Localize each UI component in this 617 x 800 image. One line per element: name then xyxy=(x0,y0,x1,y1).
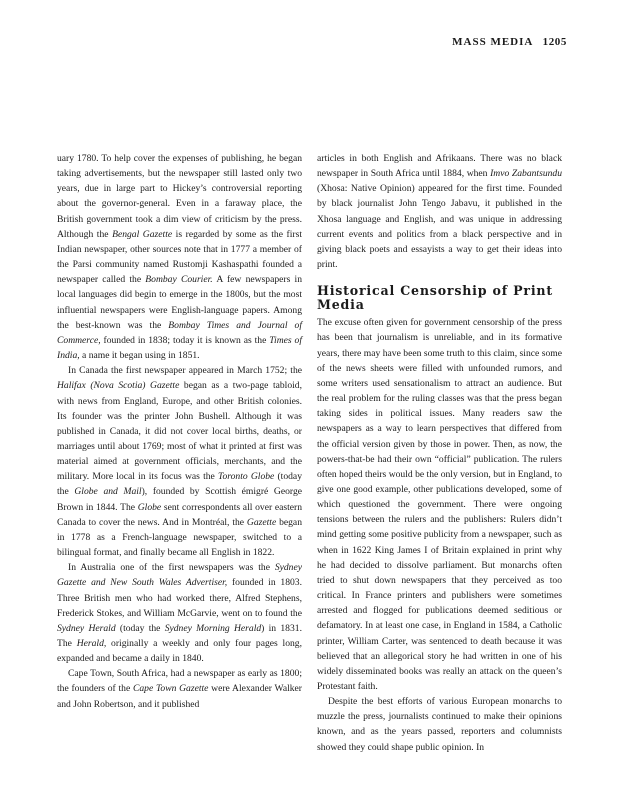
italic-title: Sydney Morning Herald xyxy=(164,622,262,634)
section-title: MASS MEDIA xyxy=(452,36,534,48)
paragraph xyxy=(57,666,302,711)
text-run: articles in both English and Afrikaans. There was no black newspaper in South Africa until 1884, when xyxy=(317,153,562,180)
italic-title: Cape Town Gazette xyxy=(132,683,209,695)
paragraph xyxy=(57,151,302,363)
right-column-bottom xyxy=(317,315,562,755)
italic-title: Imvo Zabantsundu xyxy=(490,168,563,180)
section-heading: Historical Censorship of Print Media xyxy=(317,283,554,313)
italic-title: Bengal Gazette xyxy=(112,228,173,240)
text-run: In Canada the first newspaper appeared in March 1752; the xyxy=(68,365,302,377)
text-run: The excuse often given for government censorship of the press has been that journalism is unreliable, and in its formative years, there may have been some truth to this claim, since some of the news sheets were filled with unfounded rumors, and some writers used sensationalism to attract an audience. But the real problem for the ruling classes was that the press began taking sides in political issues. Many readers saw the newspapers as a way to learn perspectives that differed from the official version given by those in power. Then, as now, the powers-that-be had their own “official” publication. The rulers often hoped theirs would be the only version, but in England, to give one good example, other publications developed, some of which questioned the government. There were ongoing tensions between the rulers and the publishers: Rulers didn’t mind getting some positive publicity from a newspaper, such as when in 1622 King James I of Britain explained in print why he had decided to dissolve parliament. But monarchs often tried to shut down newspapers that they perceived as too critical. In France printers and publishers were sometimes arrested and flogged for publications deemed seditious or defamatory. In at least one case, in England in 1584, a Catholic printer, William Carter, was sentenced to death because it was believed that an allegorical story he had written in one of his widely disseminated books was really an attack on the queen’s Protestant faith. xyxy=(317,317,562,692)
text-run: were Alexander Walker and John Robertson, and it published xyxy=(57,683,302,710)
text-run: A few newspapers in local languages did begin to emerge in the 1800s, but the most influential newspapers were English-language papers. Among the best-known was the xyxy=(57,274,302,331)
left-column xyxy=(57,151,302,712)
paragraph xyxy=(57,560,302,666)
paragraph xyxy=(317,694,562,755)
right-column-top xyxy=(317,151,562,272)
text-run: began in 1778 as a French-language newspaper, switched to a bilingual format, and finally became all English in 1822. xyxy=(57,516,302,559)
text-run: ), founded by Scottish émigré George Brown in 1844. The xyxy=(57,486,302,513)
text-run: founded in 1803. Three British men who had worked there, Alfred Stephens, Frederick Stokes, and William McGarvie, went on to found the xyxy=(57,577,302,619)
text-run: (Xhosa: Native Opinion) appeared for the first time. Founded by black journalist John Tengo Jabavu, it published in the Xhosa language and English, and was unique in addressing current events and politics from a black perspective and in giving black poets and essayists a way to get their ideas into print. xyxy=(317,183,562,271)
italic-title: Globe and Mail xyxy=(74,486,142,498)
italic-title: Sydney Gazette and New South Wales Advertiser, xyxy=(57,562,302,589)
right-column xyxy=(317,151,562,755)
running-header xyxy=(452,36,567,48)
paragraph xyxy=(57,363,302,560)
italic-title: Bombay Courier. xyxy=(145,274,213,286)
text-run: began as a two-page tabloid, with news from England, Europe, and other British colonies. Its founder was the printer John Bushell. Although it was published in Canada, it did not cover local births, deaths, or marriages until about 1769; most of what it printed at first was material aimed at government officials, merchants, and the military. More local in its focus was the xyxy=(57,380,302,483)
italic-title: Herald, xyxy=(76,638,107,649)
text-run: is regarded by some as the first Indian newspaper, other sources note that in 1777 a member of the Parsi community named Rustomji Kashaspathi founded a newspaper called the xyxy=(57,228,302,286)
text-run: In Australia one of the first newspapers was the xyxy=(68,562,275,574)
italic-title: Globe xyxy=(137,501,162,513)
text-run: (today the xyxy=(57,471,302,498)
text-run: (today the xyxy=(115,622,165,634)
text-run: sent correspondents all over eastern Canada to cover the news. And in Montréal, the xyxy=(57,501,303,528)
italic-title: Times of India, xyxy=(57,334,302,362)
text-run: uary 1780. To help cover the expenses of publishing, he began taking advertisements, but the newspaper still lasted only two years, due in large part to Hickey’s controversial reporting about the governor-general. Even in a faraway place, the British government took a dim view of criticism by the press. Although the xyxy=(57,153,302,240)
text-run: ) in 1831. The xyxy=(57,622,302,649)
italic-title: Gazette xyxy=(246,516,277,528)
text-run: Cape Town, South Africa, had a newspaper as early as 1800; the founders of the xyxy=(57,668,302,695)
paragraph xyxy=(317,315,562,694)
italic-title: Bombay Times and Journal of Commerce, xyxy=(57,319,302,346)
page-number: 1205 xyxy=(542,36,567,48)
paragraph xyxy=(317,151,562,272)
italic-title: Sydney Herald xyxy=(57,622,116,634)
text-run: Despite the best efforts of various European monarchs to muzzle the press, journalists continued to make their opinions known, and as the years passed, reporters and columnists showed they could shape public opinion. In xyxy=(317,696,562,753)
italic-title: Toronto Globe xyxy=(217,471,275,483)
text-run: originally a weekly and only four pages long, expanded and became a daily in 1840. xyxy=(57,638,302,665)
italic-title: Halifax (Nova Scotia) Gazette xyxy=(57,380,180,392)
text-run: a name it began using in 1851. xyxy=(79,350,200,362)
text-run: founded in 1838; today it is known as the xyxy=(100,334,270,346)
